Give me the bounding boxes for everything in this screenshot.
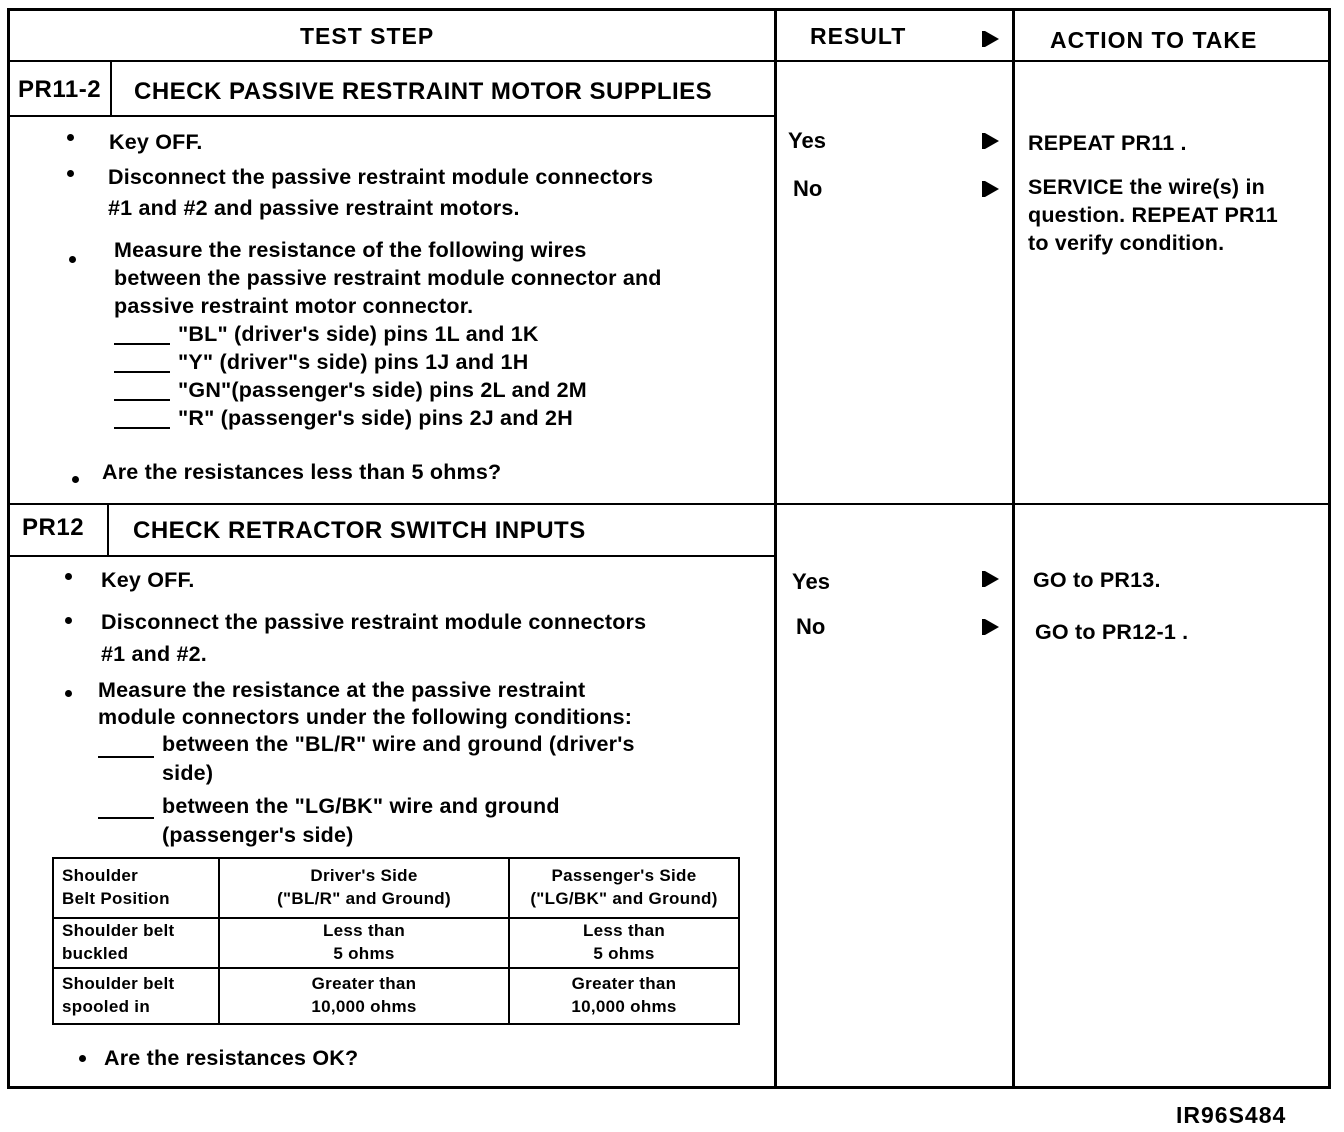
result-no: No: [793, 176, 823, 201]
check-blank: [114, 343, 170, 345]
check-blank: [98, 817, 154, 819]
divider-result: [774, 8, 777, 1089]
action-line: REPEAT PR11 .: [1028, 131, 1187, 155]
pr112-code-divider: [110, 60, 112, 117]
instruction-line: "GN"(passenger's side) pins 2L and 2M: [178, 378, 587, 402]
step-divider: [7, 503, 1331, 505]
result-yes: Yes: [788, 128, 826, 153]
instruction-question: Are the resistances less than 5 ohms?: [102, 460, 502, 484]
table-header-cell: [509, 858, 739, 918]
border-right: [1328, 8, 1331, 1089]
table-header-cell: [219, 858, 509, 918]
header-rule: [7, 60, 1331, 62]
pr12-title-rule: [7, 555, 777, 557]
bullet-icon: [67, 134, 74, 141]
cell-line: Shoulder: [62, 866, 139, 886]
result-yes: Yes: [792, 569, 830, 594]
bullet-icon: [67, 170, 74, 177]
cell-line: ("BL/R" and Ground): [277, 889, 451, 908]
cell-line: 5 ohms: [333, 944, 395, 963]
check-blank: [114, 399, 170, 401]
table-cell: [53, 968, 219, 1024]
action-line: to verify condition.: [1028, 231, 1225, 255]
bullet-icon: [79, 1055, 86, 1062]
cell-line: spooled in: [62, 997, 150, 1016]
arrow-icon: [985, 619, 999, 635]
action-line: GO to PR13.: [1033, 568, 1161, 592]
check-blank: [114, 427, 170, 429]
table-row: [53, 918, 739, 968]
check-blank: [98, 756, 154, 758]
instruction-line: Measure the resistance at the passive restraint: [98, 678, 586, 702]
resistance-table: [52, 857, 740, 1025]
table-cell: [219, 968, 509, 1024]
step-code: PR11-2: [18, 76, 102, 103]
bullet-icon: [72, 476, 79, 483]
step-code: PR12: [22, 514, 85, 541]
instruction-line: between the "BL/R" wire and ground (driver's: [162, 732, 635, 756]
table-header-row: [53, 858, 739, 918]
instruction-line: (passenger's side): [162, 823, 354, 847]
instruction-line: "R" (passenger's side) pins 2J and 2H: [178, 406, 573, 430]
table-cell: [509, 968, 739, 1024]
instruction-line: Measure the resistance of the following wires: [114, 238, 587, 262]
action-line: SERVICE the wire(s) in: [1028, 175, 1265, 199]
cell-line: Passenger's Side: [551, 866, 697, 886]
arrow-icon: [985, 571, 999, 587]
table-cell: [219, 918, 509, 968]
border-left: [7, 8, 10, 1089]
instruction-line: "BL" (driver's side) pins 1L and 1K: [178, 322, 539, 346]
instruction-line: side): [162, 761, 214, 785]
cell-line: Driver's Side: [310, 866, 418, 886]
instruction-line: Disconnect the passive restraint module connectors: [108, 165, 654, 189]
table-header-cell: [53, 858, 219, 918]
bullet-icon: [65, 690, 72, 697]
instruction-line: Key OFF.: [101, 568, 195, 592]
step-title: CHECK RETRACTOR SWITCH INPUTS: [133, 517, 586, 544]
cell-line: Belt Position: [62, 889, 170, 908]
cell-line: Less than: [582, 921, 666, 941]
divider-action: [1012, 8, 1015, 1089]
table-cell: [509, 918, 739, 968]
instruction-line: between the "LG/BK" wire and ground: [162, 794, 560, 818]
result-no: No: [796, 614, 826, 639]
action-line: GO to PR12-1 .: [1035, 620, 1189, 644]
instruction-line: passive restraint motor connector.: [114, 294, 474, 318]
step-title: CHECK PASSIVE RESTRAINT MOTOR SUPPLIES: [134, 78, 713, 105]
header-result: RESULT: [810, 23, 907, 49]
instruction-line: module connectors under the following conditions:: [98, 705, 633, 729]
header-test-step: TEST STEP: [300, 23, 435, 49]
instruction-line: "Y" (driver"s side) pins 1J and 1H: [178, 350, 529, 374]
cell-line: Greater than: [311, 974, 417, 994]
action-line: question. REPEAT PR11: [1028, 203, 1278, 227]
figure-id: IR96S484: [1176, 1102, 1287, 1128]
pr12-code-divider: [107, 503, 109, 557]
table-cell: [53, 918, 219, 968]
check-blank: [114, 371, 170, 373]
instruction-line: #1 and #2.: [101, 642, 207, 666]
header-action: ACTION TO TAKE: [1050, 27, 1258, 53]
arrow-icon: [985, 181, 999, 197]
cell-line: Shoulder belt: [62, 921, 175, 941]
border-bottom: [7, 1086, 1331, 1089]
pr112-title-rule: [7, 115, 777, 117]
cell-line: 5 ohms: [593, 944, 655, 963]
bullet-icon: [65, 617, 72, 624]
cell-line: buckled: [62, 944, 129, 963]
header-arrow-icon: [985, 31, 999, 47]
cell-line: Less than: [322, 921, 406, 941]
cell-line: 10,000 ohms: [571, 997, 677, 1016]
border-top: [7, 8, 1331, 11]
cell-line: Greater than: [571, 974, 677, 994]
instruction-question: Are the resistances OK?: [104, 1046, 359, 1070]
instruction-line: Key OFF.: [109, 130, 203, 154]
arrow-icon: [985, 133, 999, 149]
bullet-icon: [65, 573, 72, 580]
instruction-line: between the passive restraint module connector and: [114, 266, 662, 290]
cell-line: Shoulder belt: [62, 974, 175, 994]
cell-line: ("LG/BK" and Ground): [530, 889, 718, 908]
instruction-line: Disconnect the passive restraint module connectors: [101, 610, 647, 634]
bullet-icon: [69, 256, 76, 263]
instruction-line: #1 and #2 and passive restraint motors.: [108, 196, 520, 220]
table-row: [53, 968, 739, 1024]
cell-line: 10,000 ohms: [311, 997, 417, 1016]
